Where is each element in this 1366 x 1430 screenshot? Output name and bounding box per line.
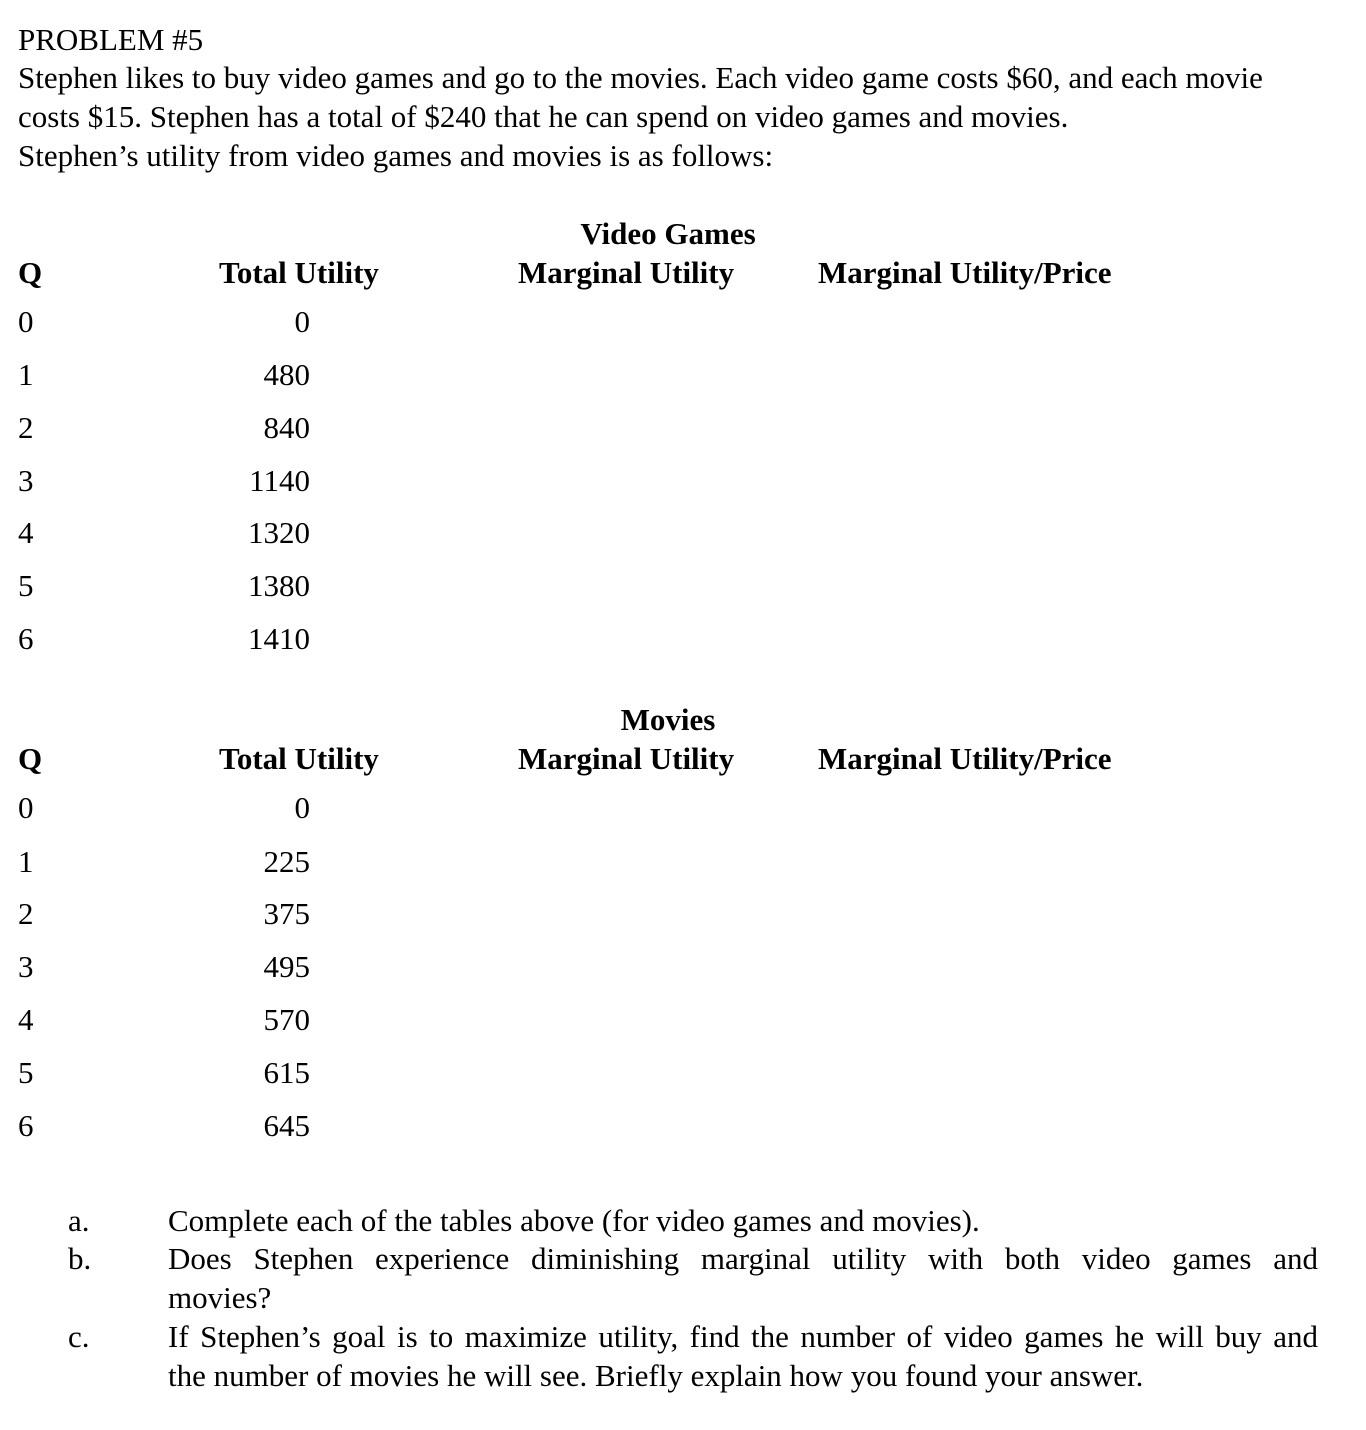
row-total-utility: 840 (263, 410, 310, 445)
intro-line-3: Stephen’s utility from video games and movies is as follows: (18, 138, 774, 173)
question-text: the number of movies he will see. Briefly explain how you found your answer. (168, 1358, 1144, 1393)
row-q: 5 (18, 1055, 34, 1090)
row-q: 5 (18, 568, 34, 603)
header-marginal-utility: Marginal Utility (518, 741, 735, 776)
row-total-utility: 1380 (248, 568, 310, 603)
row-total-utility: 0 (294, 790, 310, 825)
intro-line-1: Stephen likes to buy video games and go to the movies. Each video game costs $60, and each movie (18, 60, 1263, 95)
problem-title: PROBLEM #5 (18, 22, 204, 57)
question-text: Complete each of the tables above (for video games and movies). (168, 1203, 980, 1238)
header-mu-per-price: Marginal Utility/Price (818, 255, 1112, 290)
row-total-utility: 480 (263, 357, 310, 392)
row-q: 0 (18, 790, 34, 825)
row-q: 1 (18, 357, 34, 392)
row-total-utility: 1320 (248, 515, 310, 550)
row-total-utility: 645 (263, 1108, 310, 1143)
row-q: 6 (18, 621, 34, 656)
row-total-utility: 225 (263, 844, 310, 879)
header-mu-per-price: Marginal Utility/Price (818, 741, 1112, 776)
row-q: 2 (18, 896, 34, 931)
header-q: Q (18, 255, 43, 290)
row-total-utility: 570 (263, 1002, 310, 1037)
row-q: 1 (18, 844, 34, 879)
row-q: 0 (18, 304, 34, 339)
header-q: Q (18, 741, 43, 776)
question-label: a. (68, 1203, 90, 1238)
row-total-utility: 0 (294, 304, 310, 339)
row-q: 4 (18, 1002, 34, 1037)
row-q: 3 (18, 463, 34, 498)
row-q: 6 (18, 1108, 34, 1143)
question-text: If Stephen’s goal is to maximize utility, find the number of video games he will buy and (168, 1319, 1318, 1354)
intro-line-2: costs $15. Stephen has a total of $240 that he can spend on video games and movies. (18, 99, 1069, 134)
row-q: 2 (18, 410, 34, 445)
question-text: movies? (168, 1280, 272, 1315)
question-text: Does Stephen experience diminishing marginal utility with both video games and (168, 1241, 1318, 1276)
header-total-utility: Total Utility (219, 255, 379, 290)
row-total-utility: 1410 (248, 621, 310, 656)
row-total-utility: 495 (263, 949, 310, 984)
row-q: 4 (18, 515, 34, 550)
row-total-utility: 1140 (249, 463, 310, 498)
question-label: c. (68, 1319, 90, 1354)
row-total-utility: 615 (263, 1055, 310, 1090)
row-total-utility: 375 (263, 896, 310, 931)
table-caption: Movies (620, 702, 716, 737)
row-q: 3 (18, 949, 34, 984)
header-marginal-utility: Marginal Utility (518, 255, 735, 290)
table-caption: Video Games (580, 216, 756, 251)
header-total-utility: Total Utility (219, 741, 379, 776)
question-label: b. (68, 1241, 92, 1276)
